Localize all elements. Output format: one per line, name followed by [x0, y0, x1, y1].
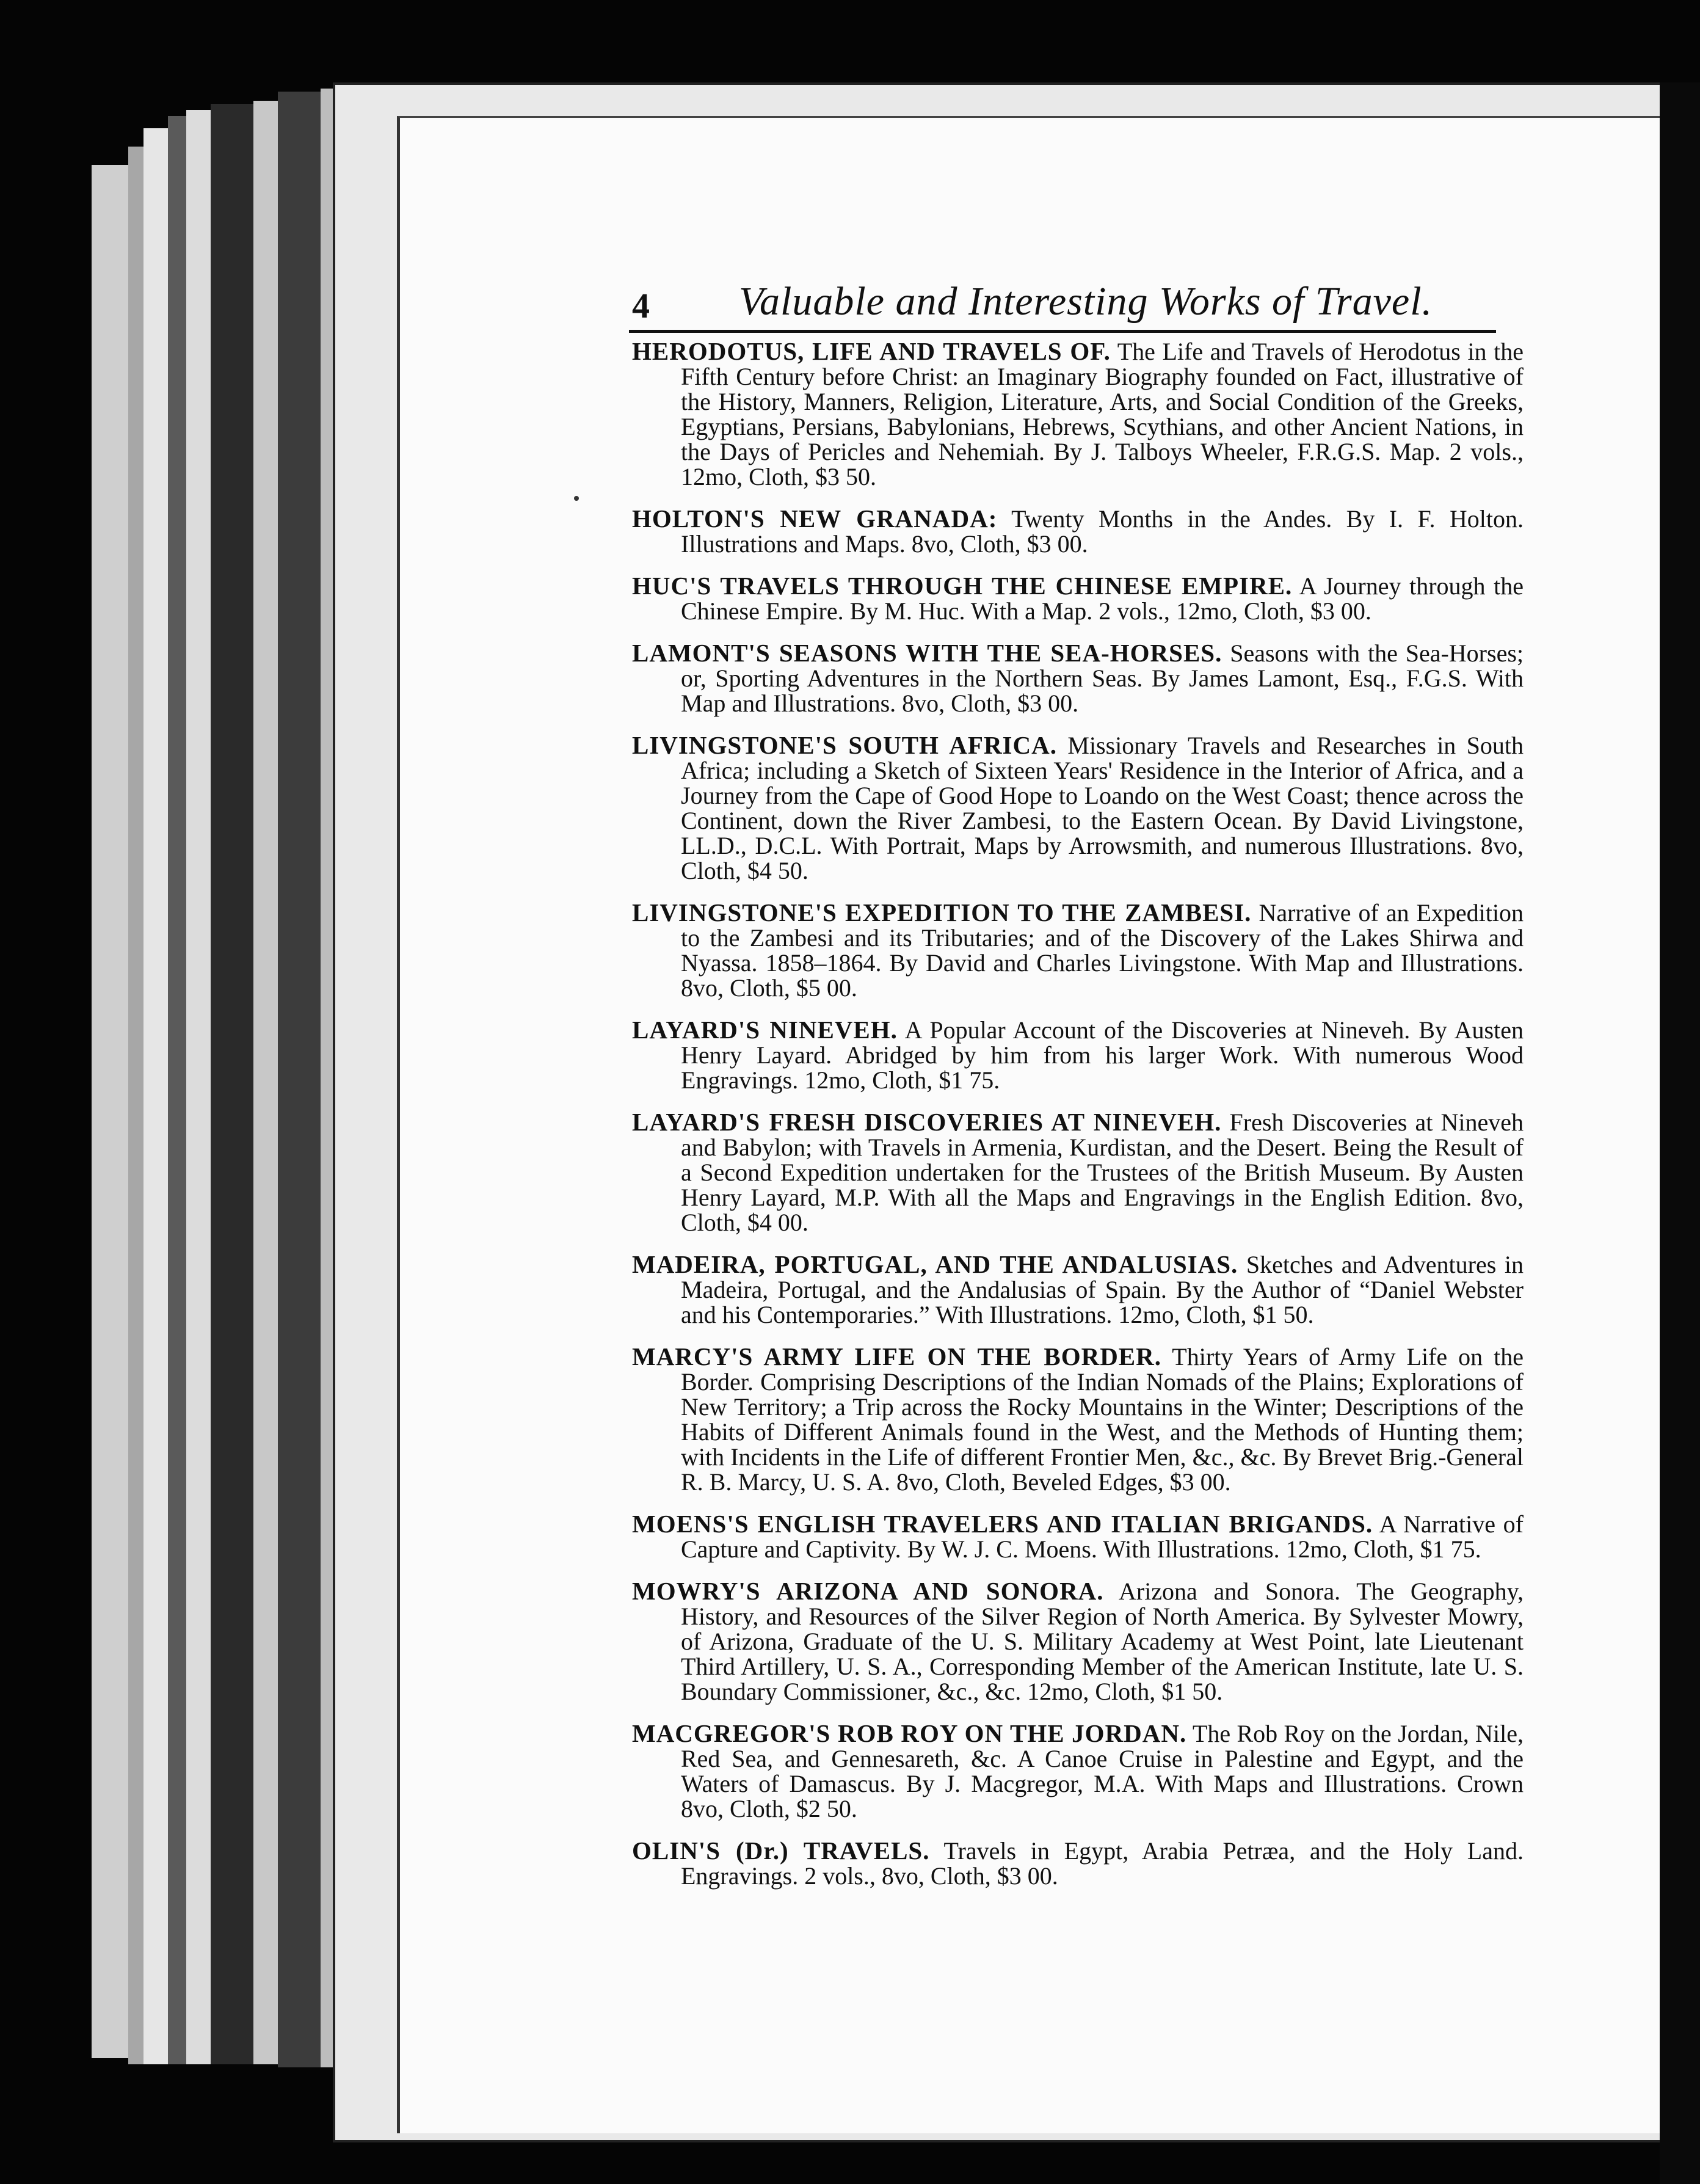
catalog-entry	[632, 733, 1524, 883]
entry-heading: MARCY'S ARMY LIFE ON THE BORDER.	[632, 1342, 1162, 1370]
catalog-entry	[632, 641, 1524, 716]
entry-description: A Narrative of Capture and Captivity. By W. J. C. Moens. With Illustrations. 12mo, Cloth, $1 75.	[681, 1510, 1524, 1563]
page-edge	[168, 116, 186, 2064]
entry-heading: OLIN'S (Dr.) TRAVELS.	[632, 1836, 930, 1865]
entry-description: The Rob Roy on the Jordan, Nile, Red Sea, and Gennesareth, &c. A Canoe Cruise in Palestine and Egypt, and the Waters of Damascus. By J. Macgregor, M.A. With Maps and Illustrations. Crown 8vo, Cloth, $2 50.	[681, 1720, 1524, 1822]
entry-description: A Popular Account of the Discoveries at Nineveh. By Austen Henry Layard. Abridged by him from his larger Work. With numerous Wood Engravings. 12mo, Cloth, $1 75.	[681, 1016, 1524, 1094]
entry-description: Thirty Years of Army Life on the Border. Comprising Descriptions of the Indian Nomads of the Plains; Explorations of New Territory; a Trip across the Rocky Mountains in the Winter; Descriptions of the Habits of Different Animals found in the West, and the Methods of Hunting them; with Incidents in the Life of different Frontier Men, &c., &c. By Brevet Brig.-General R. B. Marcy, U. S. A. 8vo, Cloth, Beveled Edges, $3 00.	[681, 1343, 1524, 1496]
entry-description: A Journey through the Chinese Empire. By M. Huc. With a Map. 2 vols., 12mo, Cloth, $3 00.	[681, 572, 1524, 625]
page-edge	[186, 110, 211, 2064]
catalog-entry	[632, 1512, 1524, 1562]
catalog-entry	[632, 900, 1524, 1000]
page-number: 4	[632, 286, 650, 326]
catalog-entry	[632, 1017, 1524, 1093]
entry-description: Twenty Months in the Andes. By I. F. Holton. Illustrations and Maps. 8vo, Cloth, $3 00.	[681, 505, 1524, 558]
entry-description: Fresh Discoveries at Nineveh and Babylon; with Travels in Armenia, Kurdistan, and the Desert. Being the Result of a Second Expedition undertaken for the Trustees of the British Museum. By Austen Henry Layard, M.P. With all the Maps and Engravings in the English Edition. 8vo, Cloth, $4 00.	[681, 1108, 1524, 1236]
entry-heading: LAMONT'S SEASONS WITH THE SEA-HORSES.	[632, 639, 1222, 667]
entry-heading: LIVINGSTONE'S SOUTH AFRICA.	[632, 731, 1057, 759]
catalog-entry	[632, 1252, 1524, 1327]
scan-border	[1660, 82, 1700, 2184]
page-edge	[143, 128, 168, 2064]
entry-heading: LAYARD'S FRESH DISCOVERIES AT NINEVEH.	[632, 1108, 1222, 1136]
entry-heading: HUC'S TRAVELS THROUGH THE CHINESE EMPIRE.	[632, 572, 1293, 600]
catalog-entry	[632, 1579, 1524, 1704]
catalog-entry	[632, 1838, 1524, 1888]
catalog-entry	[632, 506, 1524, 556]
page-edge	[253, 101, 278, 2064]
entry-heading: HOLTON'S NEW GRANADA:	[632, 504, 998, 533]
catalog-entries	[632, 339, 1524, 1906]
page-edge	[128, 147, 143, 2064]
catalog-entry	[632, 573, 1524, 624]
running-title: Valuable and Interesting Works of Travel.	[739, 279, 1433, 324]
catalog-entry	[632, 1110, 1524, 1235]
entry-description: Travels in Egypt, Arabia Petræa, and the Holy Land. Engravings. 2 vols., 8vo, Cloth, $3 00.	[681, 1837, 1524, 1890]
page-edge	[92, 165, 128, 2058]
entry-heading: MACGREGOR'S ROB ROY ON THE JORDAN.	[632, 1719, 1187, 1747]
entry-description: Narrative of an Expedition to the Zambesi and its Tributaries; and of the Discovery of the Lakes Shirwa and Nyassa. 1858–1864. By David and Charles Livingstone. With Map and Illustrations. 8vo, Cloth, $5 00.	[681, 899, 1524, 1002]
catalog-entry	[632, 1721, 1524, 1821]
catalog-entry	[632, 339, 1524, 489]
running-header	[629, 263, 1496, 333]
entry-heading: HERODOTUS, LIFE AND TRAVELS OF.	[632, 337, 1111, 365]
entry-description: The Life and Travels of Herodotus in the Fifth Century before Christ: an Imaginary Biography founded on Fact, illustrative of the History, Manners, Religion, Literature, Arts, and Social Condition of the Greeks, Egyptians, Persians, Babylonians, Hebrews, Scythians, and other Ancient Nations, in the Days of Pericles and Nehemiah. By J. Talboys Wheeler, F.R.G.S. Map. 2 vols., 12mo, Cloth, $3 50.	[681, 338, 1524, 490]
entry-description: Missionary Travels and Researches in South Africa; including a Sketch of Sixteen Years' Residence in the Interior of Africa, and a Journey from the Cape of Good Hope to Loando on the West Coast; thence across the Continent, down the River Zambesi, to the Eastern Ocean. By David Livingstone, LL.D., D.C.L. With Portrait, Maps by Arrowsmith, and numerous Illustrations. 8vo, Cloth, $4 50.	[681, 732, 1524, 884]
entry-heading: MOENS'S ENGLISH TRAVELERS AND ITALIAN BRIGANDS.	[632, 1510, 1373, 1538]
page-edge	[211, 104, 253, 2064]
entry-description: Sketches and Adventures in Madeira, Portugal, and the Andalusias of Spain. By the Author of “Daniel Webster and his Contemporaries.” With Illustrations. 12mo, Cloth, $1 50.	[681, 1251, 1524, 1328]
page-edge	[278, 92, 321, 2067]
entry-heading: LAYARD'S NINEVEH.	[632, 1016, 898, 1044]
catalog-entry	[632, 1344, 1524, 1494]
entry-heading: MOWRY'S ARIZONA AND SONORA.	[632, 1577, 1104, 1605]
entry-heading: LIVINGSTONE'S EXPEDITION TO THE ZAMBESI.	[632, 898, 1252, 926]
entry-description: Seasons with the Sea-Horses; or, Sporting Adventures in the Northern Seas. By James Lamont, Esq., F.G.S. With Map and Illustrations. 8vo, Cloth, $3 00.	[681, 639, 1524, 717]
entry-description: Arizona and Sonora. The Geography, History, and Resources of the Silver Region of North America. By Sylvester Mowry, of Arizona, Graduate of the U. S. Military Academy at West Point, late Lieutenant Third Artillery, U. S. A., Corresponding Member of the American Institute, late U. S. Boundary Commissioner, &c., &c. 12mo, Cloth, $1 50.	[681, 1578, 1524, 1705]
ink-speck	[574, 496, 579, 501]
entry-heading: MADEIRA, PORTUGAL, AND THE ANDALUSIAS.	[632, 1250, 1238, 1278]
